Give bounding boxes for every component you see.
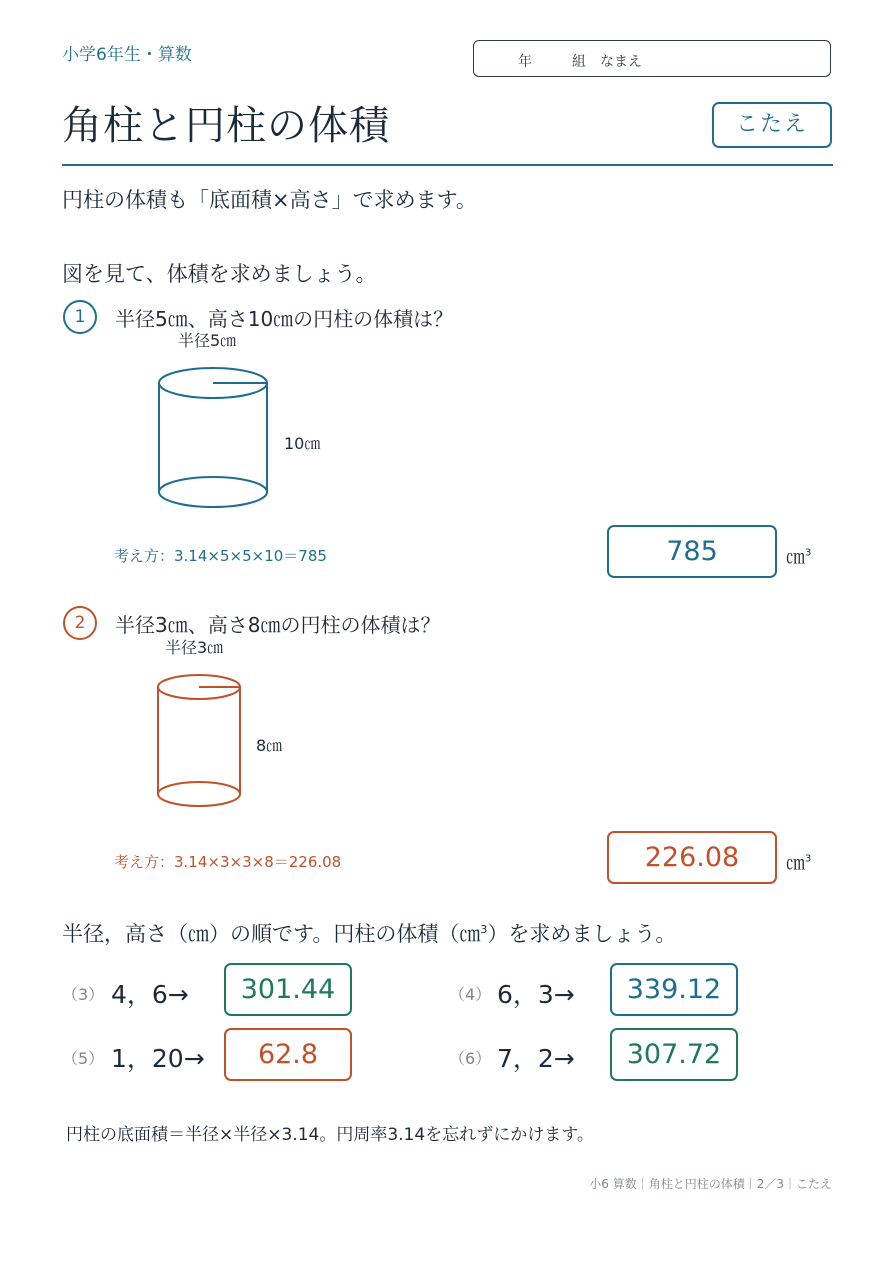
- problem-1-work: 考え方：3.14×5×5×10＝785: [114, 547, 327, 565]
- cylinder-1-diagram: [150, 360, 280, 515]
- page-footer: 小6 算数｜角柱と円柱の体積｜2／3｜こたえ: [589, 1177, 832, 1191]
- page-title: 角柱と円柱の体積: [62, 103, 390, 149]
- grade-subject: 小学6年生・算数: [62, 45, 192, 65]
- problem-6-label: （6）: [449, 1049, 492, 1068]
- problem-1-radius-label: 半径5㎝: [178, 331, 237, 350]
- name-year-label: 年: [518, 54, 532, 70]
- problem-1-answer[interactable]: 785: [607, 525, 777, 578]
- problem-5-values: 1，20→: [111, 1044, 205, 1073]
- problem-2-height-label: 8㎝: [256, 736, 283, 755]
- title-divider: [62, 164, 833, 166]
- problem-2-number: 2: [63, 606, 97, 640]
- problem-3-values: 4，6→: [111, 980, 189, 1009]
- name-class-label: 組: [572, 54, 586, 70]
- problem-6-answer[interactable]: 307.72: [610, 1028, 738, 1081]
- problem-1-number: 1: [63, 300, 97, 334]
- answer-badge: こたえ: [712, 102, 832, 148]
- cylinder-2-diagram: [150, 668, 250, 813]
- problem-3-answer[interactable]: 301.44: [224, 963, 352, 1016]
- problem-2-unit: ㎝$^3$: [786, 852, 812, 874]
- problem-5-label: （5）: [62, 1049, 105, 1068]
- section-2-instruction: 半径，高さ（㎝）の順です。円柱の体積（㎝$^3$）を求めましょう。: [62, 922, 677, 946]
- formula-note: 円柱の底面積＝半径×半径×3.14。円周率3.14を忘れずにかけます。: [66, 1125, 594, 1145]
- problem-1-height-label: 10㎝: [284, 434, 321, 453]
- problem-6-values: 7，2→: [497, 1044, 575, 1073]
- instruction-text: 図を見て、体積を求めましょう。: [62, 262, 377, 286]
- problem-3-label: （3）: [62, 985, 105, 1004]
- problem-4-label: （4）: [449, 985, 492, 1004]
- problem-4-values: 6，3→: [497, 980, 575, 1009]
- problem-2-answer[interactable]: 226.08: [607, 831, 777, 884]
- name-label: なまえ: [600, 54, 642, 70]
- problem-1-unit: ㎝$^3$: [786, 546, 812, 568]
- problem-2-radius-label: 半径3㎝: [165, 638, 224, 657]
- problem-1-question: 半径5㎝、高さ10㎝の円柱の体積は？: [115, 307, 454, 331]
- problem-4-answer[interactable]: 339.12: [610, 963, 738, 1016]
- problem-2-work: 考え方：3.14×3×3×8＝226.08: [114, 853, 342, 871]
- problem-5-answer[interactable]: 62.8: [224, 1028, 352, 1081]
- intro-text: 円柱の体積も「底面積×高さ」で求めます。: [62, 188, 477, 212]
- name-field[interactable]: [473, 40, 831, 77]
- problem-2-question: 半径3㎝、高さ8㎝の円柱の体積は？: [115, 613, 441, 637]
